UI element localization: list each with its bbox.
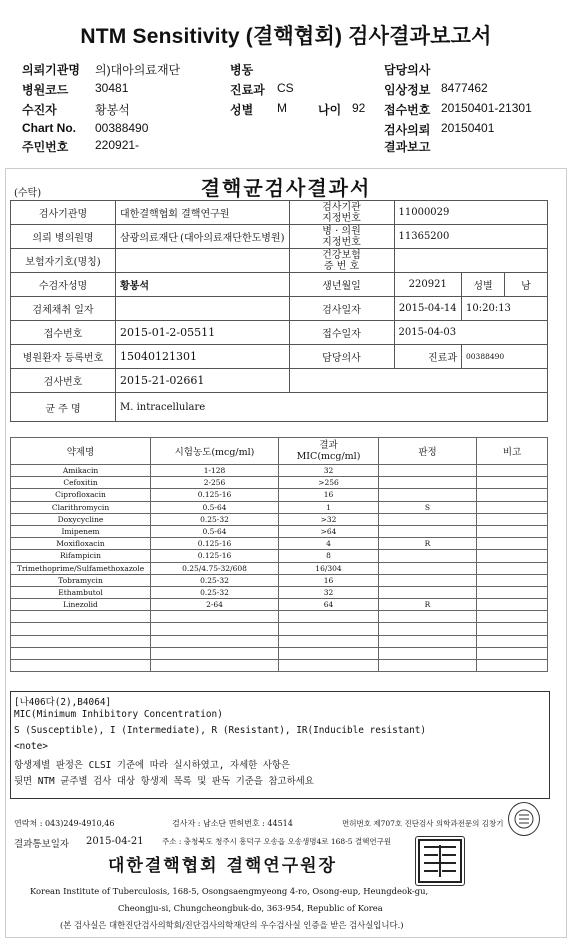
- empty-row: [11, 623, 548, 635]
- test-date-label: 검사일자: [289, 297, 394, 321]
- test-no-blank: [289, 369, 548, 393]
- empty-row: [11, 635, 548, 647]
- doc-doctor-label: 담당의사: [289, 345, 394, 369]
- reg-value: 15040121301: [116, 345, 290, 369]
- patient-info-table: [10, 200, 548, 422]
- req-hosp-value: 삼광의료재단 (대아의료재단한도병원): [116, 225, 290, 249]
- receipt-value: 2015-01-2-05511: [116, 321, 290, 345]
- drug-row: [11, 538, 548, 550]
- dept-value: CS: [277, 81, 294, 95]
- drug-conc: 0.25-32: [151, 513, 279, 525]
- col-judge: 판정: [379, 438, 477, 465]
- empty-cell: [11, 635, 151, 647]
- hosp-no-value: 11365200: [394, 225, 548, 249]
- drug-row: [11, 513, 548, 525]
- empty-cell: [379, 611, 477, 623]
- drug-remark: [477, 574, 548, 586]
- insured-value: [116, 249, 290, 273]
- empty-cell: [279, 611, 379, 623]
- drug-mic: >256: [279, 477, 379, 489]
- hosp-no-label: 병 · 의원 지정번호: [289, 225, 394, 249]
- test-no-label: 검사번호: [11, 369, 116, 393]
- age-label: 나이: [318, 103, 342, 117]
- dept-label: 진료과: [230, 83, 265, 97]
- chart-no-value: 00388490: [95, 121, 149, 135]
- receipt-label: 접수번호: [11, 321, 116, 345]
- sex-label-doc: 성별: [462, 273, 505, 297]
- drug-judge: R: [379, 599, 477, 611]
- empty-cell: [279, 647, 379, 659]
- collect-label: 검체채취 일자: [11, 297, 116, 321]
- empty-cell: [379, 647, 477, 659]
- clinical-info-label: 임상정보: [384, 83, 431, 97]
- drug-conc: 0.125-16: [151, 550, 279, 562]
- empty-cell: [477, 660, 548, 672]
- receipt-no-label: 접수번호: [384, 103, 431, 117]
- hospital-code-value: 30481: [95, 81, 129, 95]
- report-label: 결과보고: [384, 140, 431, 154]
- institution-value: 의)대아의료재단: [95, 63, 181, 77]
- drug-name: Clarithromycin: [11, 501, 151, 513]
- empty-cell: [379, 635, 477, 647]
- empty-row: [11, 611, 548, 623]
- institution-label: 의뢰기관명: [22, 63, 80, 77]
- drug-judge: [379, 550, 477, 562]
- sex-value: M: [277, 101, 287, 115]
- empty-cell: [279, 635, 379, 647]
- drug-mic: 4: [279, 538, 379, 550]
- age-value: 92: [352, 101, 366, 115]
- drug-judge: [379, 574, 477, 586]
- notes-line-5: 뒷면 NTM 균주별 검사 대상 항생제 목록 및 판독 기준을 참고하세요: [14, 776, 314, 787]
- drug-name: Doxycycline: [11, 513, 151, 525]
- drug-name: Linezolid: [11, 599, 151, 611]
- ward-label: 병동: [230, 63, 254, 77]
- drug-judge: R: [379, 538, 477, 550]
- drug-table-body: [11, 465, 548, 672]
- empty-cell: [379, 660, 477, 672]
- drug-row: [11, 599, 548, 611]
- empty-cell: [279, 660, 379, 672]
- notes-line-3: <note>: [14, 741, 48, 752]
- empty-cell: [11, 660, 151, 672]
- ins-card-label: 건강보험 증 번 호: [289, 249, 394, 273]
- patient-label: 수진자: [22, 103, 57, 117]
- drug-judge: [379, 586, 477, 598]
- ins-card-value: [394, 249, 548, 273]
- test-time-value: 10:20:13: [462, 297, 548, 321]
- drug-conc: 0.5-64: [151, 525, 279, 537]
- drug-conc: 0.5-64: [151, 501, 279, 513]
- drug-mic: 32: [279, 586, 379, 598]
- rrn-label: 주민번호: [22, 140, 69, 154]
- report-date-label: 결과통보일자: [14, 839, 70, 850]
- drug-judge: [379, 562, 477, 574]
- empty-cell: [11, 623, 151, 635]
- clinical-info-value: 8477462: [441, 81, 488, 95]
- footer-contact: 연락처 : 043)249-4910,46: [14, 819, 115, 828]
- empty-cell: [151, 611, 279, 623]
- patient-value: 황봉석: [95, 103, 130, 117]
- drug-row: [11, 586, 548, 598]
- empty-cell: [477, 623, 548, 635]
- certification-note: (본 검사실은 대한진단검사의학회/진단검사의학재단의 우수검사실 인증을 받은 검사실입니다.): [60, 920, 404, 930]
- strain-label: 균 주 명: [11, 393, 116, 422]
- drug-mic: 16/304: [279, 562, 379, 574]
- drug-mic: 16: [279, 489, 379, 501]
- empty-cell: [151, 623, 279, 635]
- empty-cell: [477, 611, 548, 623]
- drug-row: [11, 501, 548, 513]
- notes-line-2: S (Susceptible), I (Intermediate), R (Resistant), IR(Inducible resistant): [14, 725, 427, 736]
- sex-value-doc: 남: [505, 273, 548, 297]
- drug-conc: 1-128: [151, 465, 279, 477]
- chart-no-label: Chart No.: [22, 121, 76, 135]
- report-title: NTM Sensitivity (결핵협회) 검사결과보고서: [80, 25, 492, 48]
- drug-conc: 2-64: [151, 599, 279, 611]
- drug-row: [11, 550, 548, 562]
- sex-label: 성별: [230, 103, 254, 117]
- drug-remark: [477, 513, 548, 525]
- drug-name: Moxifloxacin: [11, 538, 151, 550]
- doctor-label: 담당의사: [384, 63, 431, 77]
- empty-cell: [279, 623, 379, 635]
- empty-cell: [151, 660, 279, 672]
- report-date-value: 2015-04-21: [86, 836, 144, 847]
- notes-line-1: MIC(Minimum Inhibitory Concentration): [14, 709, 223, 720]
- drug-remark: [477, 538, 548, 550]
- receipt-date-value: 2015-04-03: [394, 321, 548, 345]
- empty-cell: [477, 647, 548, 659]
- drug-conc: 0.125-16: [151, 489, 279, 501]
- col-remark: 비고: [477, 438, 548, 465]
- drug-judge: [379, 489, 477, 501]
- drug-mic: >32: [279, 513, 379, 525]
- strain-value: M. intracellulare: [116, 393, 548, 422]
- org-name-kr: 대한결핵협회 결핵연구원장: [108, 856, 337, 876]
- test-no-value: 2015-21-02661: [116, 369, 290, 393]
- drug-row: [11, 477, 548, 489]
- name-value: 황봉석: [116, 273, 290, 297]
- dob-value: 220921: [394, 273, 462, 297]
- drug-remark: [477, 550, 548, 562]
- drug-remark: [477, 477, 548, 489]
- empty-cell: [477, 635, 548, 647]
- drug-mic: 1: [279, 501, 379, 513]
- req-hosp-label: 의뢰 병의원명: [11, 225, 116, 249]
- drug-row: [11, 574, 548, 586]
- empty-cell: [11, 647, 151, 659]
- drug-judge: S: [379, 501, 477, 513]
- consignment-mark: (수탁): [14, 188, 42, 199]
- drug-remark: [477, 599, 548, 611]
- drug-conc: 0.125-16: [151, 538, 279, 550]
- drug-mic: 64: [279, 599, 379, 611]
- notes-line-4: 항생제별 판정은 CLSI 기준에 따라 실시하였고, 자세한 사항은: [14, 760, 291, 771]
- drug-name: Cefoxitin: [11, 477, 151, 489]
- drug-name: Ethambutol: [11, 586, 151, 598]
- drug-conc: 0.25/4.75-32/608: [151, 562, 279, 574]
- hospital-code-label: 병원코드: [22, 83, 69, 97]
- drug-row: [11, 525, 548, 537]
- address-kr: 주소 : 충청북도 청주시 흥덕구 오송읍 오송생명4로 168-5 결핵연구원: [162, 837, 392, 846]
- request-value: 20150401: [441, 121, 495, 135]
- footer-examiner: 검사자 : 남소단 면허번호 : 44514: [172, 819, 293, 828]
- empty-row: [11, 647, 548, 659]
- lab-code-label: 검사기관 지정번호: [289, 201, 394, 225]
- drug-name: Imipenem: [11, 525, 151, 537]
- drug-mic: 16: [279, 574, 379, 586]
- request-label: 검사의뢰: [384, 123, 431, 137]
- seal-square-icon: [415, 836, 465, 886]
- drug-row: [11, 562, 548, 574]
- drug-judge: [379, 513, 477, 525]
- receipt-no-value: 20150401-21301: [441, 101, 532, 115]
- drug-mic: >64: [279, 525, 379, 537]
- drug-remark: [477, 465, 548, 477]
- drug-conc: 0.25-32: [151, 586, 279, 598]
- doc-title: 결핵균검사결과서: [200, 176, 372, 200]
- empty-cell: [11, 611, 151, 623]
- empty-cell: [151, 635, 279, 647]
- drug-name: Rifampicin: [11, 550, 151, 562]
- doc-dept-value: 00388490: [462, 345, 548, 369]
- lab-label: 검사기관명: [11, 201, 116, 225]
- org-en-line-2: Cheongju-si, Chungcheongbuk-do, 363-954, Republic of Korea: [118, 903, 383, 913]
- col-drug: 약제명: [11, 438, 151, 465]
- drug-judge: [379, 525, 477, 537]
- empty-cell: [379, 623, 477, 635]
- empty-row: [11, 660, 548, 672]
- empty-cell: [151, 647, 279, 659]
- drug-mic: 8: [279, 550, 379, 562]
- footer-license: 면허번호 제707호 진단검사 의학과전문의 김창기: [342, 819, 504, 828]
- col-conc: 시험농도(mcg/ml): [151, 438, 279, 465]
- lab-value: 대한결핵협회 결핵연구원: [116, 201, 290, 225]
- test-date-value: 2015-04-14: [394, 297, 462, 321]
- doc-dept-label: 진료과: [394, 345, 462, 369]
- lab-code-value: 11000029: [394, 201, 548, 225]
- notes-code: [나406다(2),B4064]: [14, 697, 112, 708]
- insured-label: 보험자기호(명칭): [11, 249, 116, 273]
- drug-mic: 32: [279, 465, 379, 477]
- reg-label: 병원환자 등록번호: [11, 345, 116, 369]
- drug-remark: [477, 562, 548, 574]
- name-label: 수검자성명: [11, 273, 116, 297]
- drug-remark: [477, 501, 548, 513]
- drug-name: Ciprofloxacin: [11, 489, 151, 501]
- dob-label: 생년월일: [289, 273, 394, 297]
- drug-name: Trimethoprime/Sulfamethoxazole: [11, 562, 151, 574]
- col-mic: 결과 MIC(mcg/ml): [279, 438, 379, 465]
- collect-value: [116, 297, 290, 321]
- rrn-value: 220921-: [95, 138, 140, 152]
- drug-remark: [477, 586, 548, 598]
- drug-judge: [379, 465, 477, 477]
- drug-name: Amikacin: [11, 465, 151, 477]
- org-en-line-1: Korean Institute of Tuberculosis, 168-5, Osongsaengmyeong 4-ro, Osong-eup, Heungdeok-gu,: [30, 886, 429, 896]
- seal-round-icon: [508, 802, 540, 836]
- drug-name: Tobramycin: [11, 574, 151, 586]
- drug-table: [10, 437, 548, 672]
- drug-judge: [379, 477, 477, 489]
- drug-remark: [477, 489, 548, 501]
- receipt-date-label: 접수일자: [289, 321, 394, 345]
- drug-row: [11, 489, 548, 501]
- drug-remark: [477, 525, 548, 537]
- drug-row: [11, 465, 548, 477]
- drug-conc: 0.25-32: [151, 574, 279, 586]
- drug-conc: 2-256: [151, 477, 279, 489]
